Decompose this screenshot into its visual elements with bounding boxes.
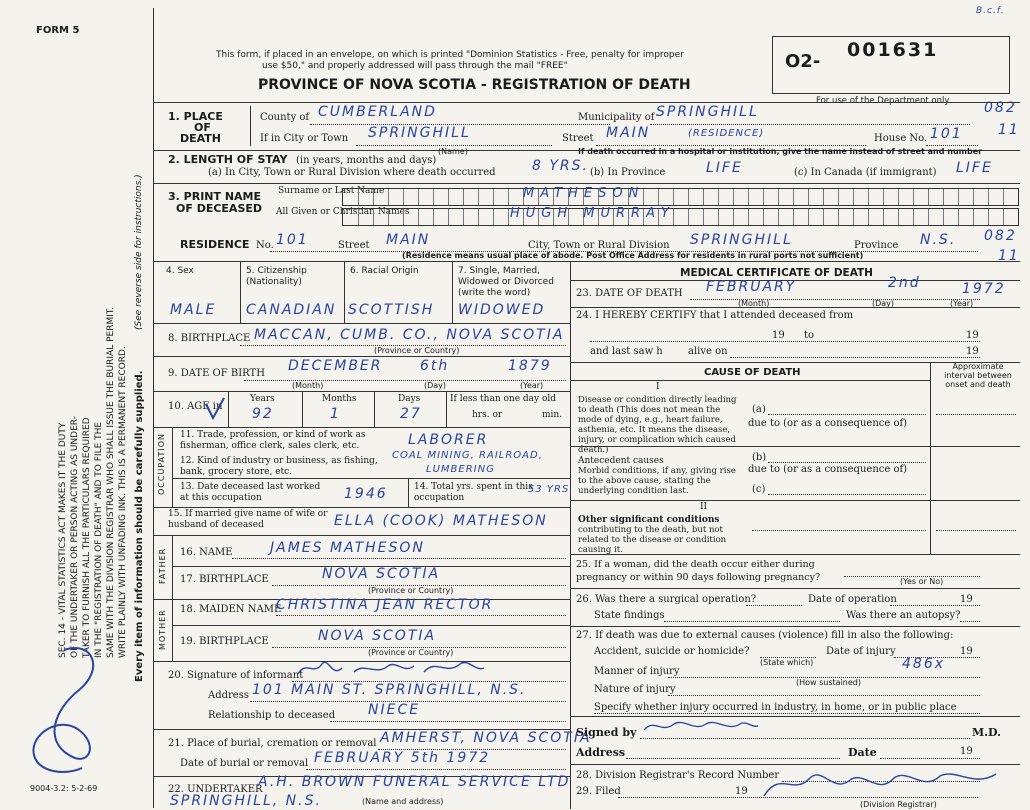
age-checkmark (204, 396, 226, 422)
disease-label: Disease or condition directly leading to death (This does not mean the mode of dying, e.g., heart failure, asthenia, etc. It means the disease, injury, or complication which caused death.) (578, 395, 737, 455)
md-label: M.D. (972, 726, 1001, 739)
specify-label: Specify whether injury occurred in industry, in home, or in public place (594, 702, 957, 713)
accident-label: Accident, suicide or homicide? (594, 646, 750, 657)
dob-month: DECEMBER (288, 358, 383, 374)
q25-yesno: (Yes or No) (900, 577, 944, 586)
cause-c-label: (c) (752, 484, 766, 495)
code-486x: 486x (902, 656, 946, 672)
place-label-1: 1. PLACE (168, 110, 223, 123)
father-side-label: FATHER (158, 547, 167, 584)
citizenship-value: CANADIAN (246, 302, 337, 318)
father-bp-caption: (Province or Country) (368, 586, 454, 595)
print-code: 9004-3.2: 5-2-69 (30, 784, 98, 793)
informant-rel-label: Relationship to deceased (208, 710, 336, 721)
undertaker-label: 22. UNDERTAKER (168, 784, 263, 795)
wife-value: ELLA (COOK) MATHESON (334, 513, 548, 529)
residence-label: RESIDENCE (180, 238, 250, 251)
reg-prefix: O2- (785, 51, 821, 72)
cause-a-label: (a) (752, 404, 766, 415)
form-title: PROVINCE OF NOVA SCOTIA - REGISTRATION OF DEATH (258, 77, 691, 93)
racial-label: 6. Racial Origin (350, 266, 419, 276)
house-value: 101 (930, 126, 963, 142)
mother-maiden-label: 18. MAIDEN NAME (180, 604, 282, 615)
last-saw-label: and last saw h (590, 346, 663, 357)
informant-sig-label: 20. Signature of informant (168, 670, 304, 681)
sex-label: 4. Sex (166, 266, 194, 276)
corner-note: B.c.f. (976, 6, 1005, 16)
hospital-note: If death occurred in a hospital or institution, give the name instead of street and number (578, 147, 983, 156)
certify-to-19: 19 (966, 330, 979, 341)
antecedent-note: Morbid conditions, if any, giving rise to the above cause, stating the underlying condition last. (578, 466, 736, 496)
informant-rel-value: NIECE (368, 702, 421, 718)
dod-month: FEBRUARY (706, 279, 797, 295)
certify-from-19: 19 (772, 330, 785, 341)
filed-19: 19 (735, 786, 748, 797)
municipality-label: Municipality of (578, 112, 655, 123)
alive-on-19: 19 (966, 346, 979, 357)
code-2: 11 (998, 122, 1020, 138)
county-value: CUMBERLAND (318, 104, 437, 120)
surname-value: MATHESON (523, 186, 645, 201)
occ-13-label: 13. Date deceased last worked at this occupation (180, 482, 321, 503)
dod-day-caption: (Day) (872, 299, 895, 308)
signed-by-label: Signed by (576, 726, 637, 739)
hrs-label: hrs. or (472, 410, 503, 420)
q26-label: 26. Was there a surgical operation? (576, 594, 757, 605)
surname-label: Surname or Last Name (278, 186, 385, 196)
given-label: All Given or Christian Names (276, 207, 410, 217)
occ-12-label: 12. Kind of industry or business, as fishing, bank, grocery store, etc. (180, 456, 378, 477)
date-injury-19: 19 (960, 646, 973, 657)
stay-c-value: LIFE (956, 160, 993, 176)
birthplace-label: 8. BIRTHPLACE (168, 333, 251, 344)
roman-one: I (656, 382, 660, 392)
dob-year: 1879 (508, 358, 552, 374)
mother-side-label: MOTHER (158, 609, 167, 650)
cause-b-label: (b) (752, 452, 767, 463)
occupation-side-label: OCCUPATION (157, 432, 166, 495)
name-label-2: OF DECEASED (176, 202, 263, 215)
code-4: 11 (998, 248, 1020, 264)
registration-number-box (772, 36, 1010, 94)
sec14-line6: WRITE PLAINLY WITH UNFADING INK. THIS IS A PERMANENT RECORD. (118, 346, 128, 658)
place-label-3: DEATH (180, 132, 222, 145)
physician-signature (640, 716, 760, 736)
age-days-value: 27 (400, 406, 422, 422)
lt-one-day-label: If less than one day old (450, 394, 557, 404)
min-label: min. (542, 410, 563, 420)
stay-c-label: (c) In Canada (if immigrant) (794, 167, 937, 178)
mother-maiden-value: CHRISTINA JEAN RECTOR (276, 597, 494, 613)
age-label: 10. AGE in (168, 401, 223, 412)
q25-label: 25. If a woman, did the death occur either during pregnancy or within 90 days following pregnancy? (576, 559, 821, 583)
every-item-note: Every item of information should be carefully supplied. (134, 370, 145, 682)
occ-11-value: LABORER (408, 432, 489, 448)
informant-signature (296, 656, 486, 680)
dob-label: 9. DATE OF BIRTH (168, 368, 265, 379)
sec14-line1: SEC. 14 - VITAL STATISTICS ACT MAKES IT THE DUTY (58, 422, 68, 658)
medical-title: MEDICAL CERTIFICATE OF DEATH (680, 267, 873, 279)
marital-value: WIDOWED (458, 302, 546, 318)
certify-label: 24. I HEREBY CERTIFY that I attended deceased from (576, 310, 854, 321)
dod-year: 1972 (962, 281, 1006, 297)
form-number: FORM 5 (36, 25, 80, 36)
city-value: SPRINGHILL (368, 125, 471, 141)
certify-to: to (804, 330, 815, 341)
occ-11-label: 11. Trade, profession, or kind of work as fisherman, office clerk, sales clerk, etc. (180, 430, 366, 451)
municipality-value: SPRINGHILL (656, 104, 759, 120)
burial-place-label: 21. Place of burial, cremation or removal (168, 738, 377, 749)
res-city-value: SPRINGHILL (690, 232, 793, 248)
division-registrar-caption: (Division Registrar) (860, 800, 937, 809)
racial-value: SCOTTISH (348, 302, 435, 318)
antecedent-label: Antecedent causes (578, 456, 664, 466)
sex-value: MALE (170, 302, 217, 318)
envelope-note-line1: This form, if placed in an envelope, on which is printed "Dominion Statistics - Free, penalty for improper (216, 50, 684, 60)
med-date-19: 19 (960, 746, 973, 757)
res-street-label: Street (338, 240, 370, 251)
dept-use-note: For use of the Department only (816, 96, 950, 106)
occ-13-value: 1946 (344, 486, 388, 502)
q29-label: 29. Filed (576, 786, 621, 797)
other-conditions-note: contributing to the death, but not related to the disease or condition causing it. (578, 525, 727, 555)
mother-bp-caption: (Province or Country) (368, 648, 454, 657)
wife-label: 15. If married give name of wife or husband of deceased (168, 509, 328, 530)
sec14-line2: OF THE UNDERTAKER OR PERSON ACTING AS UNDER- (70, 416, 80, 658)
city-caption: (Name) (438, 147, 468, 156)
father-birthplace-label: 17. BIRTHPLACE (180, 574, 269, 585)
stay-b-label: (b) In Province (590, 167, 666, 178)
citizenship-label: 5. Citizenship (Nationality) (246, 266, 307, 287)
father-name-value: JAMES MATHESON (270, 540, 425, 556)
age-years-label: Years (250, 394, 275, 404)
burial-place-value: AMHERST, NOVA SCOTIA (380, 730, 592, 746)
date-operation-label: Date of operation (808, 594, 897, 605)
age-days-label: Days (398, 394, 421, 404)
res-city-label: City, Town or Rural Division (528, 240, 670, 251)
dob-month-caption: (Month) (292, 381, 324, 390)
mother-birthplace-label: 19. BIRTHPLACE (180, 636, 269, 647)
age-years-value: 92 (252, 406, 274, 422)
undertaker-caption: (Name and address) (362, 797, 444, 806)
code-3: 082 (984, 228, 1017, 244)
res-no-value: 101 (276, 232, 309, 248)
stay-sub: (in years, months and days) (296, 155, 437, 166)
registrar-signature (760, 766, 1000, 806)
q28-label: 28. Division Registrar's Record Number (576, 770, 780, 781)
occ-14-label: 14. Total yrs. spent in this occupation (414, 482, 533, 503)
given-name-value: HUGH MURRAY (510, 206, 675, 221)
stay-b-value: LIFE (706, 160, 743, 176)
occ-12-value-2: LUMBERING (426, 464, 495, 475)
dod-day: 2nd (888, 275, 921, 291)
street-value: MAIN (606, 125, 651, 141)
county-label: County of (260, 112, 310, 123)
how-sustained: (How sustained) (796, 678, 861, 687)
res-province-value: N.S. (920, 232, 957, 248)
street-note: (RESIDENCE) (688, 128, 765, 139)
dod-month-caption: (Month) (738, 299, 770, 308)
instructions-note: (See reverse side for instructions.) (134, 174, 144, 330)
q27-label: 27. If death was due to external causes (violence) fill in also the following: (576, 630, 954, 641)
med-address-label: Address (576, 746, 626, 759)
undertaker-name: A.H. BROWN FUNERAL SERVICE LTD (258, 774, 571, 790)
surname-boxes (342, 188, 1019, 206)
sec14-line3: TAKER TO FURNISH ALL THE PARTICULARS REQUIRED (82, 417, 92, 658)
interval-label: Approximate interval between onset and death (944, 362, 1012, 389)
state-which: (State which) (760, 658, 814, 667)
date-injury-label: Date of injury (826, 646, 896, 657)
med-date-label: Date (848, 746, 877, 759)
informant-address-value: 101 MAIN ST. SPRINGHILL, N.S. (252, 682, 527, 698)
dob-day: 6th (420, 358, 450, 374)
dod-year-caption: (Year) (950, 299, 974, 308)
age-months-value: 1 (330, 406, 341, 422)
mother-birthplace-value: NOVA SCOTIA (318, 628, 437, 644)
marital-label: 7. Single, Married, Widowed or Divorced (write the word) (458, 266, 554, 298)
undertaker-town: SPRINGHILL, N.S. (170, 793, 322, 809)
burial-date-label: Date of burial or removal (180, 758, 309, 769)
age-months-label: Months (322, 394, 357, 404)
occ-12-value-1: COAL MINING, RAILROAD, (392, 450, 543, 461)
street-label: Street (562, 133, 594, 144)
other-conditions-label: Other significant conditions (578, 515, 720, 525)
stay-a-value: 8 YRS. (532, 158, 589, 174)
manner-label: Manner of injury (594, 666, 680, 677)
envelope-note-line2: use $50," and properly addressed will pass through the mail "FREE" (262, 61, 568, 71)
dob-year-caption: (Year) (520, 381, 544, 390)
father-name-label: 16. NAME (180, 547, 233, 558)
date-operation-19: 19 (960, 594, 973, 605)
roman-two: II (700, 502, 708, 512)
cause-title: CAUSE OF DEATH (704, 367, 801, 378)
handwritten-mark (24, 640, 114, 780)
res-street-value: MAIN (386, 232, 431, 248)
nature-label: Nature of injury (594, 684, 676, 695)
stay-a-label: (a) In City, Town or Rural Division where death occurred (208, 167, 496, 178)
stay-label: 2. LENGTH OF STAY (168, 153, 288, 166)
cause-a-due-to: due to (or as a consequence of) (748, 418, 908, 429)
dob-day-caption: (Day) (424, 381, 447, 390)
occ-14-value: 53 YRS. (528, 484, 574, 495)
informant-address-label: Address (208, 690, 249, 701)
city-label: If in City or Town (260, 133, 349, 144)
burial-date-value: FEBRUARY 5th 1972 (314, 750, 491, 766)
sec14-line4: IN THE "REGISTRATION OF DEATH" AND TO FILE THE (94, 421, 104, 658)
name-label-1: 3. PRINT NAME (168, 190, 262, 203)
reg-number: 001631 (847, 39, 939, 61)
house-label: House No. (874, 133, 928, 144)
place-label-2: OF (194, 121, 211, 134)
findings-label: State findings (594, 610, 665, 621)
alive-on-label: alive on (688, 346, 728, 357)
father-birthplace-value: NOVA SCOTIA (322, 566, 441, 582)
code-1: 082 (984, 100, 1017, 116)
sec14-line5: SAME WITH THE DIVISION REGISTRAR WHO SHALL ISSUE THE BURIAL PERMIT. (106, 306, 116, 658)
birthplace-caption: (Province or Country) (374, 346, 460, 355)
res-province-label: Province (854, 240, 899, 251)
birthplace-value: MACCAN, CUMB. CO., NOVA SCOTIA (254, 327, 565, 343)
dod-label: 23. DATE OF DEATH (576, 288, 683, 299)
autopsy-label: Was there an autopsy? (846, 610, 961, 621)
cause-b-due-to: due to (or as a consequence of) (748, 464, 908, 475)
residence-note: (Residence means usual place of abode. Post Office Address for residents in rural ports not sufficient) (402, 251, 864, 260)
given-name-boxes (342, 208, 1019, 226)
res-no-label: No. (256, 240, 274, 251)
